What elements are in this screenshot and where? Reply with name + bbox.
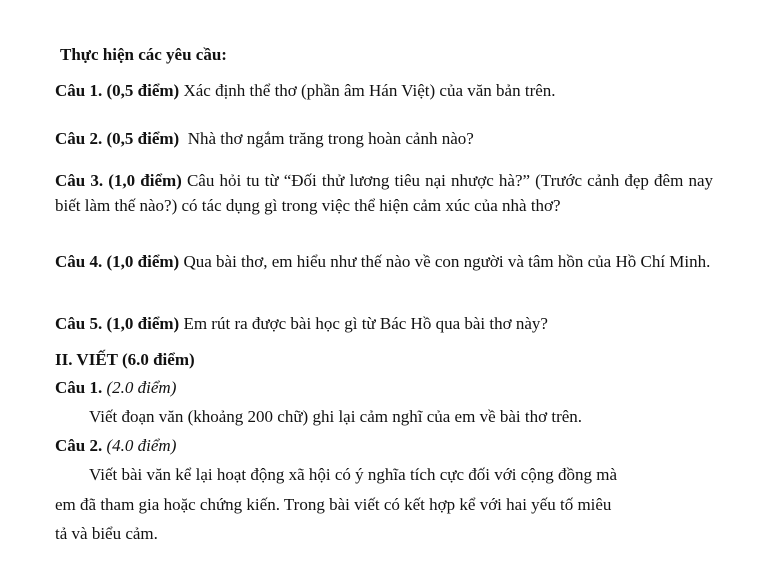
writing-section-heading: II. VIẾT (6.0 điểm) <box>55 350 195 369</box>
question-label: Câu 1. <box>55 378 103 397</box>
question-label: Câu 5. (1,0 điểm) <box>55 314 180 333</box>
writing-question-2-line-1: Viết bài văn kể lại hoạt động xã hội có ý nghĩa tích cực đối với cộng đồng mà <box>89 465 617 484</box>
question-label: Câu 2. (0,5 điểm) <box>55 129 180 148</box>
question-4 <box>55 250 715 275</box>
instructions-heading: Thực hiện các yêu cầu: <box>60 45 227 64</box>
question-text: Nhà thơ ngắm trăng trong hoàn cảnh nào? <box>179 129 474 148</box>
writing-question-2-line-2: em đã tham gia hoặc chứng kiến. Trong bài viết có kết hợp kể với hai yếu tố miêu <box>55 495 612 514</box>
question-text: Em rút ra được bài học gì từ Bác Hồ qua bài thơ này? <box>179 314 548 333</box>
question-label: Câu 2. <box>55 436 103 455</box>
question-text: Xác định thể thơ (phần âm Hán Việt) của văn bản trên. <box>179 81 556 100</box>
question-text: Câu hỏi tu từ “Đối thử lương tiêu nại nhược hà?” (Trước cảnh đẹp đêm nay biết làm thế nào?) có tác dụng gì trong việc thể hiện cảm xúc của nhà thơ? <box>55 171 713 215</box>
question-text: Qua bài thơ, em hiểu như thế nào về con người và tâm hồn của Hồ Chí Minh. <box>179 252 711 271</box>
question-points: (2.0 điểm) <box>106 378 177 397</box>
question-5 <box>55 313 548 335</box>
question-3 <box>55 169 713 218</box>
writing-question-2-header <box>55 435 176 457</box>
question-label: Câu 3. (1,0 điểm) <box>55 171 182 190</box>
question-1 <box>55 80 556 102</box>
question-points: (4.0 điểm) <box>106 436 177 455</box>
question-label: Câu 1. (0,5 điểm) <box>55 81 180 100</box>
writing-question-1-text: Viết đoạn văn (khoảng 200 chữ) ghi lại cảm nghĩ của em về bài thơ trên. <box>89 407 583 426</box>
writing-question-1-header <box>55 377 176 399</box>
question-label: Câu 4. (1,0 điểm) <box>55 252 180 271</box>
question-2 <box>55 128 474 150</box>
writing-question-2-line-3: tả và biểu cảm. <box>55 524 158 543</box>
